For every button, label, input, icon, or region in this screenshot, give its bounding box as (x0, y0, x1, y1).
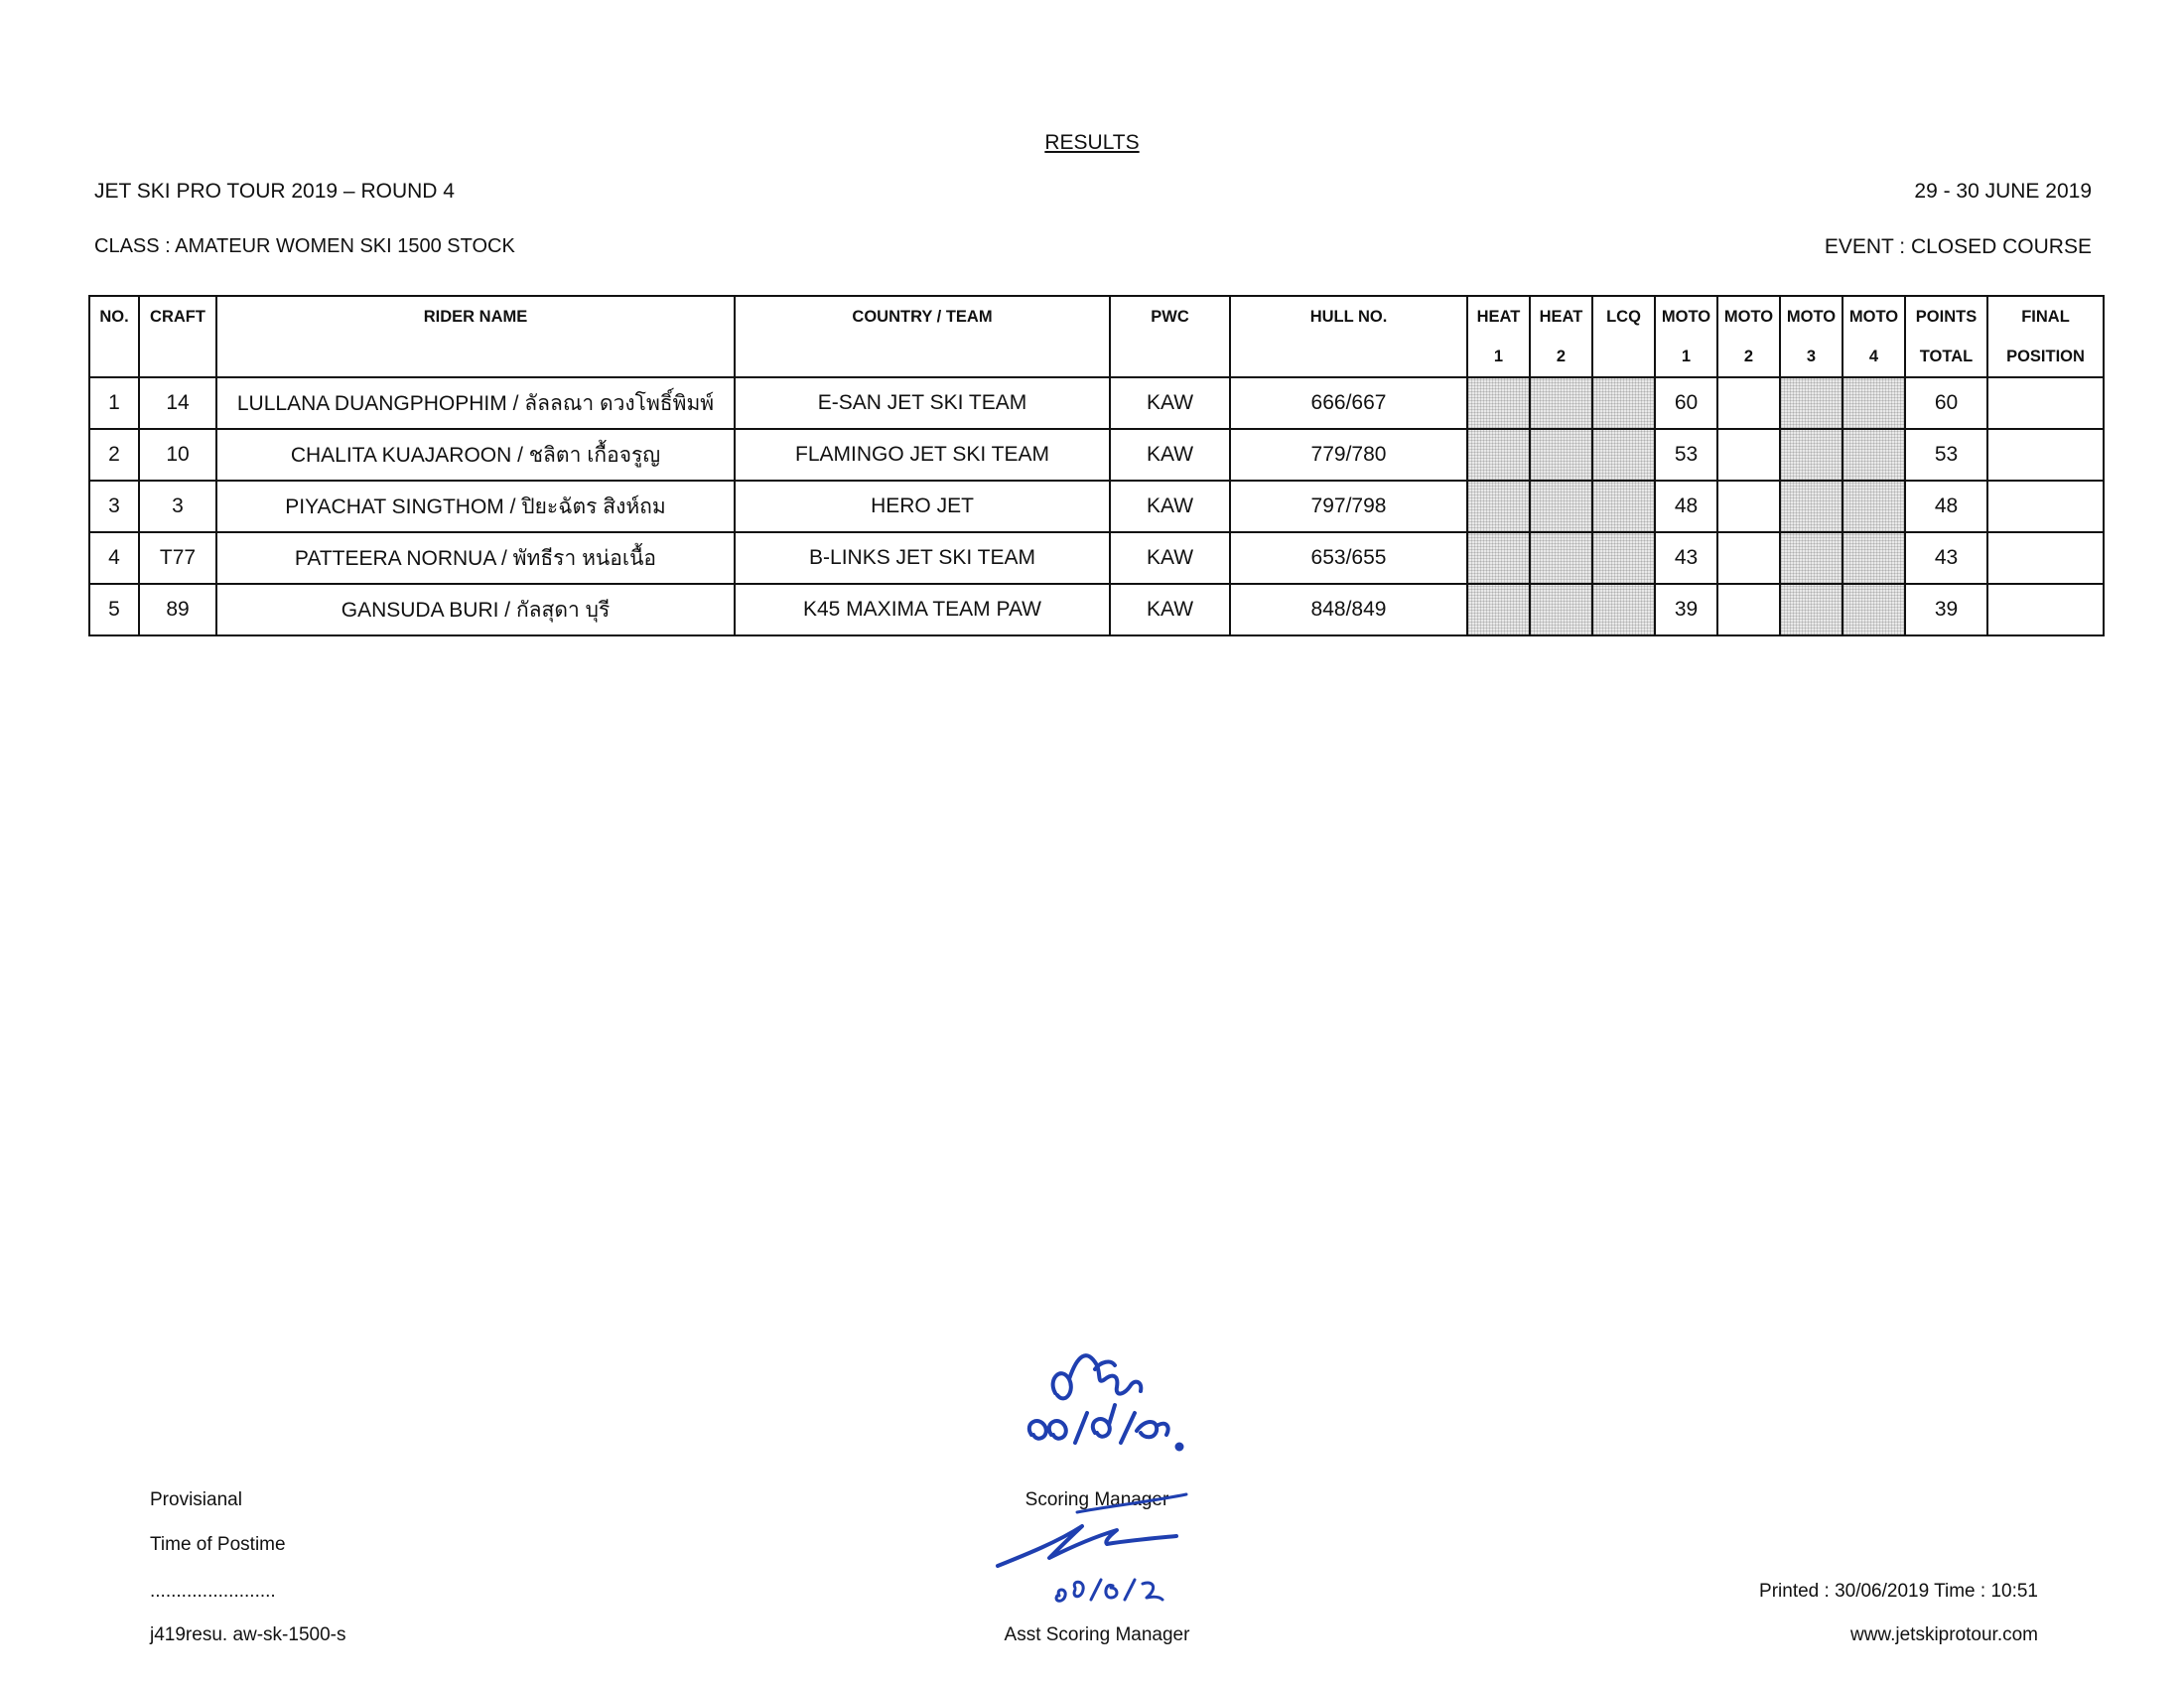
cell-heat1 (1467, 481, 1530, 532)
cell-team: B-LINKS JET SKI TEAM (735, 532, 1110, 584)
table-row (89, 584, 2104, 635)
column-header (89, 296, 139, 377)
cell-heat2 (1530, 481, 1592, 532)
column-header-label: MOTO (1848, 308, 1899, 326)
event-type: EVENT : CLOSED COURSE (1824, 235, 2092, 258)
cell-craft: 3 (139, 481, 216, 532)
cell-lcq (1592, 429, 1655, 481)
cell-rider: PATTEERA NORNUA / พัทธีรา หน่อเนื้อ (216, 532, 735, 584)
column-header (1905, 296, 1987, 377)
cell-hull: 653/655 (1230, 532, 1467, 584)
cell-heat2 (1530, 584, 1592, 635)
cell-final (1987, 481, 2104, 532)
cell-craft: 14 (139, 377, 216, 429)
cell-hull: 666/667 (1230, 377, 1467, 429)
column-header-label: MOTO (1786, 308, 1837, 326)
scoring-manager-signature (1018, 1336, 1201, 1470)
cell-final (1987, 584, 2104, 635)
column-header-label: NO. (99, 308, 129, 326)
cell-moto4 (1843, 481, 1905, 532)
results-table (88, 295, 2105, 636)
cell-craft: 89 (139, 584, 216, 635)
cell-moto1: 60 (1655, 377, 1717, 429)
column-header-label: HEAT (1476, 308, 1521, 326)
time-of-postime-label: Time of Postime (150, 1534, 286, 1555)
cell-moto3 (1780, 584, 1843, 635)
column-header-label: FINAL (2021, 308, 2070, 326)
cell-lcq (1592, 584, 1655, 635)
column-header-sublabel: TOTAL (1919, 348, 1974, 365)
column-header (139, 296, 216, 377)
cell-heat2 (1530, 429, 1592, 481)
cell-points: 43 (1905, 532, 1987, 584)
cell-pwc: KAW (1110, 532, 1230, 584)
cell-no: 2 (89, 429, 139, 481)
table-row (89, 377, 2104, 429)
table-row (89, 481, 2104, 532)
cell-heat1 (1467, 429, 1530, 481)
cell-moto2 (1717, 481, 1780, 532)
cell-no: 5 (89, 584, 139, 635)
event-date: 29 - 30 JUNE 2019 (1914, 180, 2092, 203)
asst-scoring-manager-signature (988, 1484, 1206, 1614)
column-header (1987, 296, 2104, 377)
cell-rider: LULLANA DUANGPHOPHIM / ลัลลณา ดวงโพธิ์พิมพ์ (216, 377, 735, 429)
column-header-label: RIDER NAME (423, 308, 528, 326)
column-header-sublabel: 1 (1493, 348, 1504, 365)
cell-points: 60 (1905, 377, 1987, 429)
cell-rider: PIYACHAT SINGTHOM / ปิยะฉัตร สิงห์ถม (216, 481, 735, 532)
cell-moto1: 48 (1655, 481, 1717, 532)
column-header (1530, 296, 1592, 377)
cell-moto4 (1843, 377, 1905, 429)
column-header-sublabel: POSITION (2006, 348, 2085, 365)
column-header-sublabel: 4 (1868, 348, 1879, 365)
cell-pwc: KAW (1110, 481, 1230, 532)
column-header-label: MOTO (1661, 308, 1711, 326)
cell-hull: 779/780 (1230, 429, 1467, 481)
cell-moto3 (1780, 377, 1843, 429)
table-body (89, 377, 2104, 635)
provisional-label: Provisianal (150, 1489, 242, 1510)
cell-pwc: KAW (1110, 429, 1230, 481)
results-title: RESULTS (1044, 131, 1140, 154)
column-header-sublabel (1593, 337, 1654, 376)
event-name: JET SKI PRO TOUR 2019 – ROUND 4 (94, 180, 455, 203)
column-header (735, 296, 1110, 377)
cell-moto2 (1717, 532, 1780, 584)
cell-hull: 848/849 (1230, 584, 1467, 635)
column-header-label: CRAFT (150, 308, 205, 326)
cell-moto3 (1780, 532, 1843, 584)
column-header (1230, 296, 1467, 377)
column-header-sublabel: 1 (1681, 348, 1692, 365)
class-line: CLASS : AMATEUR WOMEN SKI 1500 STOCK (94, 235, 515, 257)
cell-moto3 (1780, 481, 1843, 532)
cell-heat2 (1530, 532, 1592, 584)
column-header (1592, 296, 1655, 377)
asst-scoring-manager-label: Asst Scoring Manager (1004, 1624, 1190, 1645)
column-header-label: HEAT (1539, 308, 1583, 326)
cell-final (1987, 429, 2104, 481)
cell-rider: CHALITA KUAJAROON / ชลิตา เกื้อจรูญ (216, 429, 735, 481)
cell-moto1: 53 (1655, 429, 1717, 481)
cell-moto4 (1843, 584, 1905, 635)
cell-team: FLAMINGO JET SKI TEAM (735, 429, 1110, 481)
table-row (89, 532, 2104, 584)
postime-dotted-line: ........................ (150, 1581, 276, 1602)
column-header-sublabel: 3 (1806, 348, 1817, 365)
cell-team: E-SAN JET SKI TEAM (735, 377, 1110, 429)
cell-heat1 (1467, 377, 1530, 429)
cell-moto3 (1780, 429, 1843, 481)
column-header (1780, 296, 1843, 377)
file-code: j419resu. aw-sk-1500-s (150, 1624, 346, 1645)
cell-moto2 (1717, 429, 1780, 481)
cell-heat1 (1467, 584, 1530, 635)
cell-rider: GANSUDA BURI / กัลสุดา บุรี (216, 584, 735, 635)
cell-points: 53 (1905, 429, 1987, 481)
column-header-label: MOTO (1723, 308, 1774, 326)
cell-lcq (1592, 532, 1655, 584)
cell-no: 3 (89, 481, 139, 532)
cell-moto4 (1843, 532, 1905, 584)
printed-timestamp: Printed : 30/06/2019 Time : 10:51 (1759, 1581, 2038, 1602)
column-header (1467, 296, 1530, 377)
cell-team: K45 MAXIMA TEAM PAW (735, 584, 1110, 635)
table-header-row (89, 296, 2104, 377)
column-header (1717, 296, 1780, 377)
column-header-sublabel (217, 337, 734, 376)
cell-points: 48 (1905, 481, 1987, 532)
column-header-sublabel (90, 337, 138, 376)
column-header-sublabel: 2 (1743, 348, 1754, 365)
column-header-sublabel: 2 (1556, 348, 1567, 365)
cell-heat2 (1530, 377, 1592, 429)
column-header (216, 296, 735, 377)
column-header-label: HULL NO. (1309, 308, 1388, 326)
column-header-label: COUNTRY / TEAM (852, 308, 993, 326)
column-header-sublabel (140, 337, 215, 376)
cell-pwc: KAW (1110, 377, 1230, 429)
scoring-manager-label: Scoring Manager (1024, 1489, 1169, 1510)
cell-lcq (1592, 481, 1655, 532)
cell-moto2 (1717, 377, 1780, 429)
column-header (1655, 296, 1717, 377)
cell-final (1987, 377, 2104, 429)
cell-hull: 797/798 (1230, 481, 1467, 532)
cell-craft: 10 (139, 429, 216, 481)
table-row (89, 429, 2104, 481)
cell-moto2 (1717, 584, 1780, 635)
column-header-label: POINTS (1915, 308, 1978, 326)
column-header (1843, 296, 1905, 377)
cell-pwc: KAW (1110, 584, 1230, 635)
cell-team: HERO JET (735, 481, 1110, 532)
cell-moto1: 39 (1655, 584, 1717, 635)
cell-moto1: 43 (1655, 532, 1717, 584)
cell-heat1 (1467, 532, 1530, 584)
cell-no: 1 (89, 377, 139, 429)
cell-lcq (1592, 377, 1655, 429)
cell-final (1987, 532, 2104, 584)
cell-craft: T77 (139, 532, 216, 584)
column-header-label: PWC (1151, 308, 1189, 326)
website-url: www.jetskiprotour.com (1849, 1624, 2038, 1645)
column-header-sublabel (1111, 337, 1229, 376)
column-header (1110, 296, 1230, 377)
cell-moto4 (1843, 429, 1905, 481)
column-header-sublabel (736, 337, 1109, 376)
column-header-label: LCQ (1606, 308, 1641, 326)
column-header-sublabel (1231, 337, 1466, 376)
cell-points: 39 (1905, 584, 1987, 635)
cell-no: 4 (89, 532, 139, 584)
